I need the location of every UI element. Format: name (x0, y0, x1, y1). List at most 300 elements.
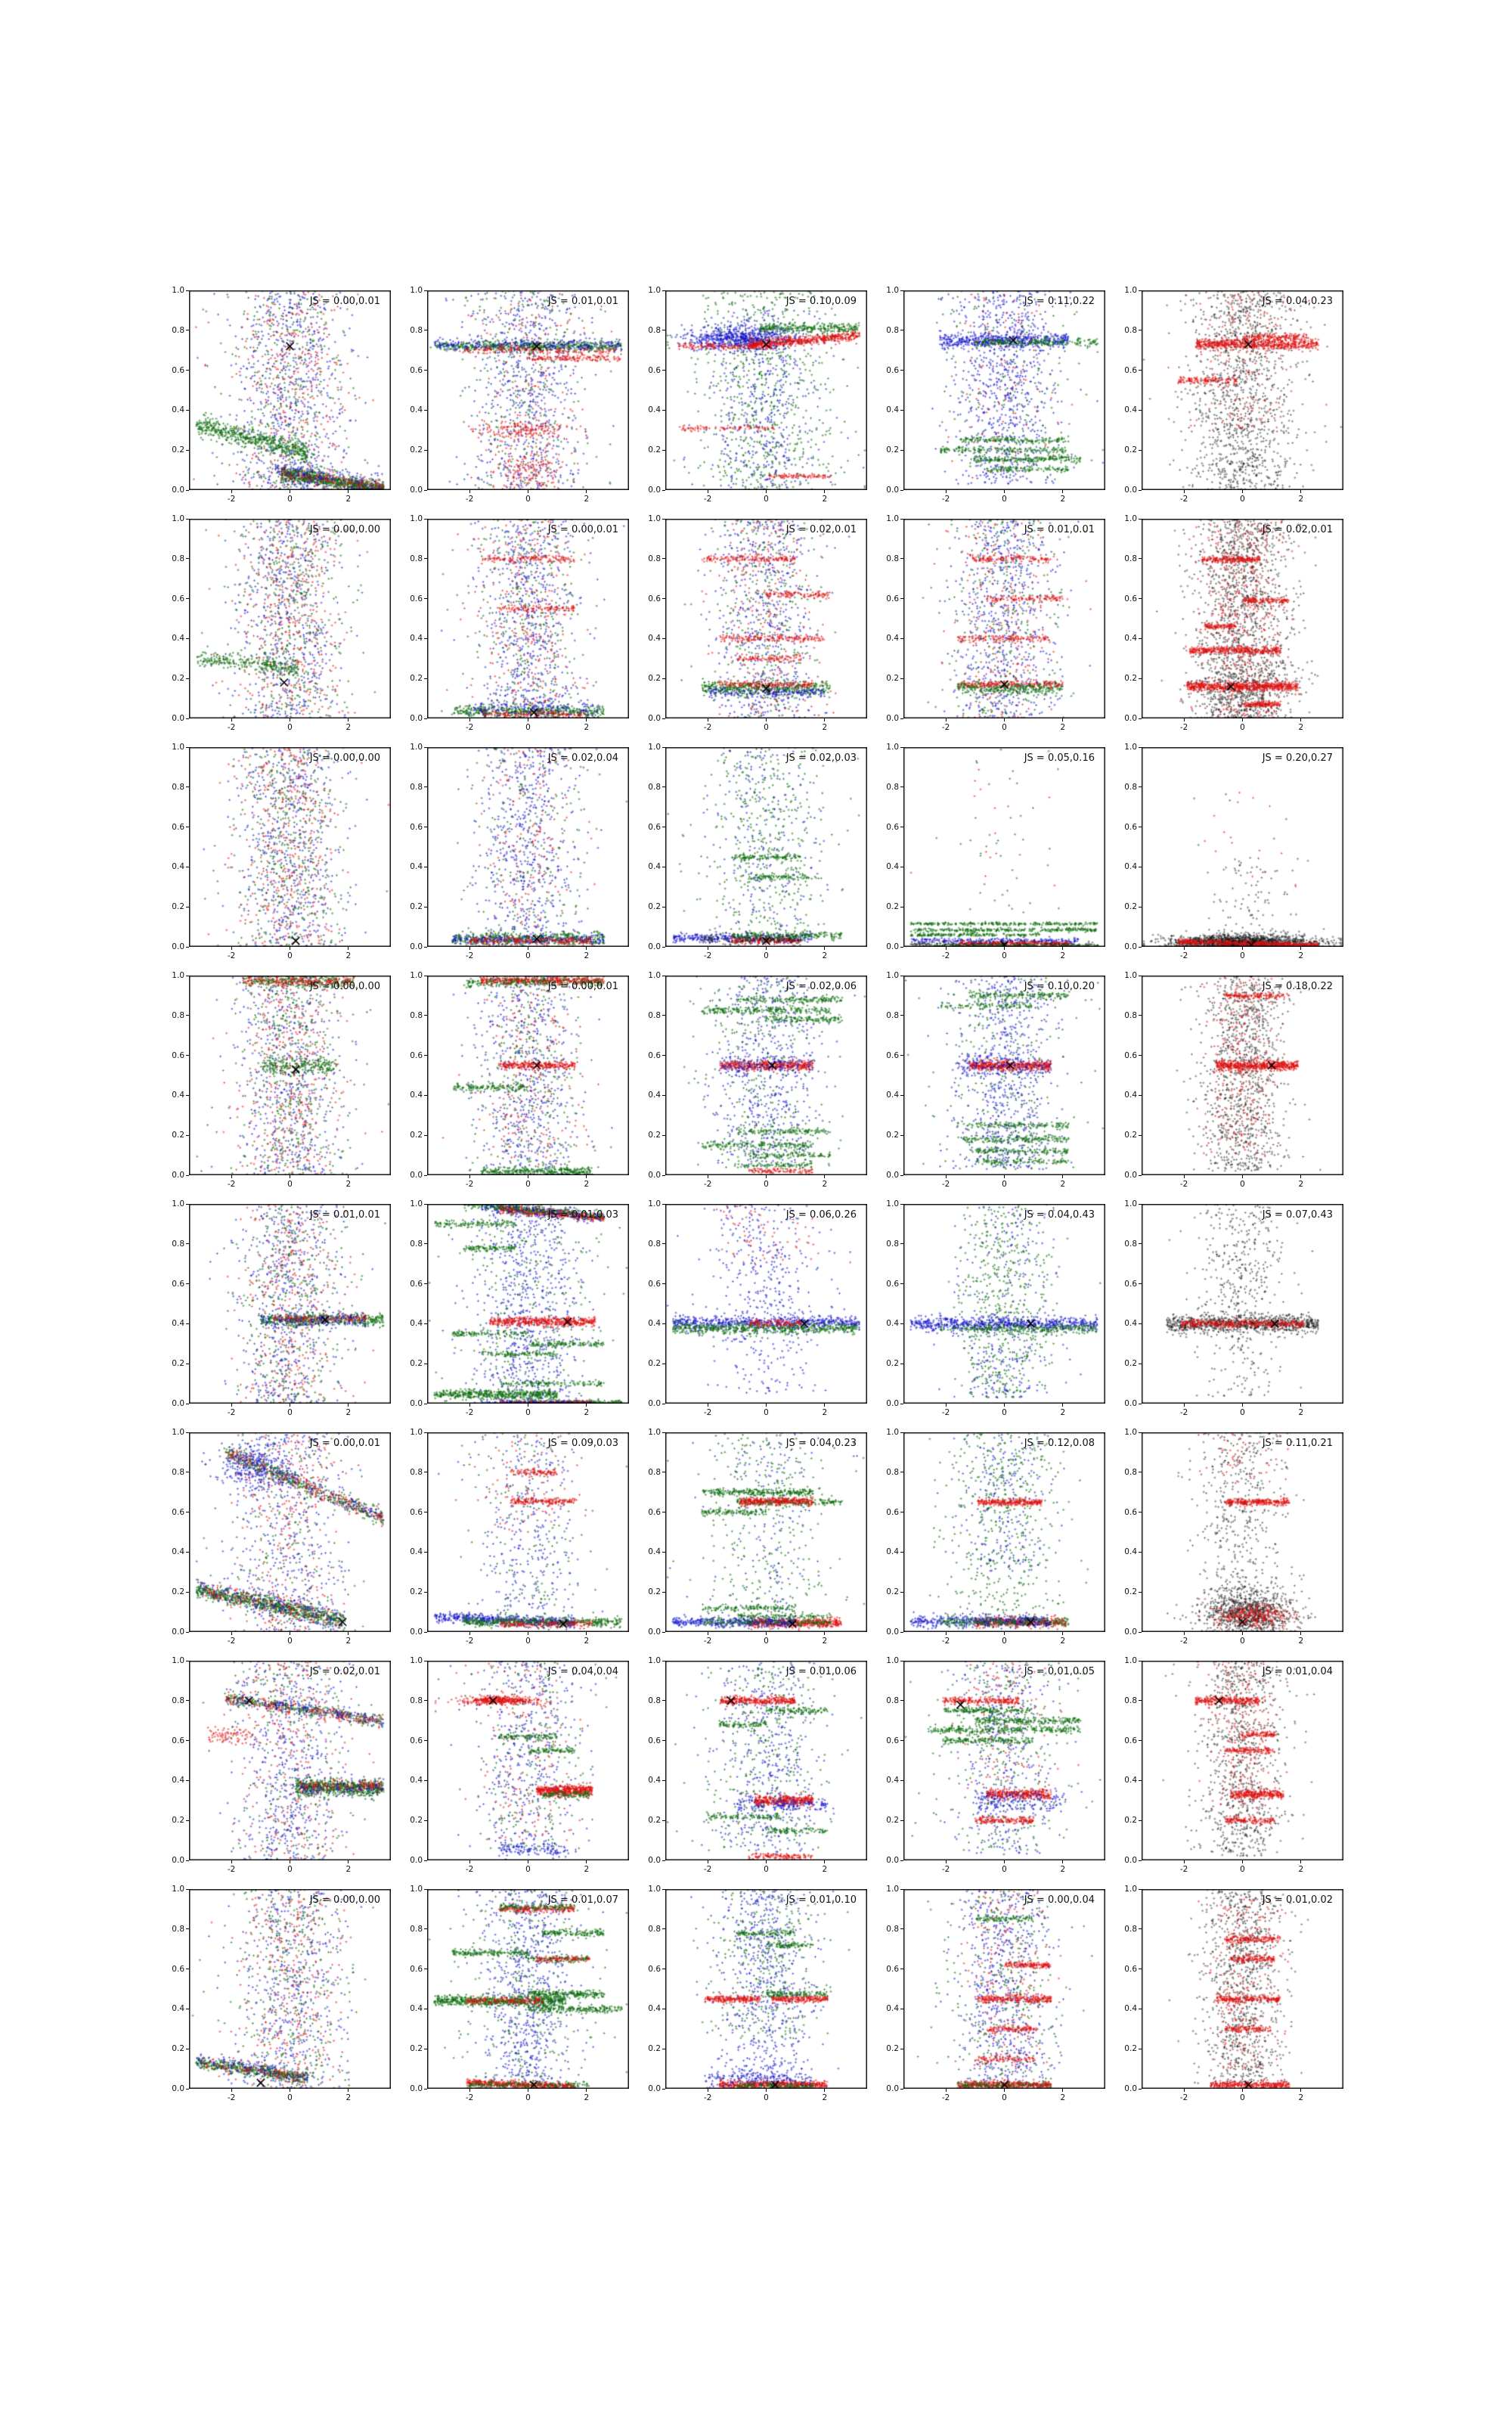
x-tick-mark (1184, 718, 1185, 721)
subplot-r0c2 (648, 286, 867, 504)
x-tick-label: -2 (703, 723, 712, 732)
y-tick-label: 0.8 (410, 1924, 423, 1934)
y-tick-label: 0.0 (410, 714, 423, 723)
y-tick-label: 0.0 (648, 1627, 661, 1637)
y-tick-mark (186, 678, 189, 679)
y-tick-label: 1.0 (410, 743, 423, 752)
y-tick-label: 0.4 (1124, 1547, 1137, 1557)
scatter-canvas (1142, 976, 1343, 1175)
y-tick-mark (662, 598, 665, 599)
y-tick-label: 1.0 (1124, 743, 1137, 752)
y-tick-mark (1139, 907, 1142, 908)
y-tick-mark (186, 1592, 189, 1593)
x-tick-label: 0 (287, 723, 293, 732)
y-tick-mark (424, 450, 427, 451)
y-tick-label: 1.0 (1124, 1656, 1137, 1665)
x-tick-label: 2 (1060, 951, 1066, 960)
scatter-canvas (427, 747, 629, 947)
x-tick-label: 2 (822, 951, 828, 960)
y-tick-label: 0.4 (1124, 862, 1137, 872)
scatter-canvas (189, 1889, 391, 2089)
y-tick-label: 0.0 (172, 1399, 184, 1408)
x-tick-label: 0 (764, 951, 769, 960)
y-tick-label: 0.8 (410, 325, 423, 335)
y-tick-label: 0.6 (1124, 1050, 1137, 1060)
y-tick-mark (424, 1592, 427, 1593)
x-tick-label: -2 (703, 1408, 712, 1417)
y-tick-mark (186, 1820, 189, 1821)
y-tick-mark (900, 1175, 903, 1176)
x-tick-label: 0 (525, 2093, 531, 2102)
subplot-r2c4 (1124, 743, 1343, 960)
y-tick-mark (186, 1175, 189, 1176)
y-tick-label: 0.0 (886, 714, 899, 723)
x-tick-mark (946, 2089, 947, 2092)
x-tick-label: 0 (287, 2093, 293, 2102)
y-tick-mark (424, 907, 427, 908)
y-tick-label: 0.8 (648, 1924, 661, 1934)
y-tick-mark (424, 747, 427, 748)
y-tick-mark (900, 598, 903, 599)
y-tick-mark (186, 410, 189, 411)
x-tick-label: -2 (465, 1408, 474, 1417)
js-annotation: JS = 0.00,0.00 (309, 752, 380, 764)
y-tick-mark (424, 1740, 427, 1741)
x-tick-label: 2 (822, 1180, 828, 1189)
x-tick-mark (348, 1632, 349, 1635)
js-annotation: JS = 0.20,0.27 (1262, 752, 1333, 764)
js-annotation: JS = 0.10,0.09 (785, 296, 857, 307)
x-tick-label: -2 (703, 1865, 712, 1874)
y-tick-label: 0.2 (648, 1131, 661, 1140)
subplot-r4c2 (648, 1199, 867, 1417)
y-tick-mark (1139, 678, 1142, 679)
x-tick-mark (824, 490, 825, 493)
y-tick-mark (662, 1552, 665, 1553)
y-tick-label: 1.0 (410, 1428, 423, 1437)
x-tick-label: 2 (1060, 723, 1066, 732)
y-tick-label: 0.2 (886, 2044, 899, 2054)
y-tick-label: 0.6 (886, 594, 899, 603)
x-tick-label: 0 (525, 1637, 531, 1646)
y-tick-mark (186, 1204, 189, 1205)
y-tick-mark (1139, 1055, 1142, 1056)
y-tick-label: 0.6 (886, 1964, 899, 1974)
scatter-canvas (665, 747, 867, 947)
y-tick-mark (424, 410, 427, 411)
y-tick-label: 0.2 (886, 1131, 899, 1140)
y-tick-mark (186, 1015, 189, 1016)
y-tick-label: 0.4 (1124, 634, 1137, 644)
y-tick-label: 0.6 (172, 365, 184, 375)
x-tick-label: -2 (465, 1637, 474, 1646)
y-tick-mark (186, 2089, 189, 2090)
x-tick-mark (946, 1404, 947, 1407)
y-tick-mark (900, 2089, 903, 2090)
x-tick-label: 0 (1240, 951, 1245, 960)
x-tick-label: -2 (227, 1637, 236, 1646)
x-tick-label: 0 (525, 1180, 531, 1189)
y-tick-mark (662, 558, 665, 559)
scatter-canvas (903, 976, 1105, 1175)
y-tick-label: 0.6 (648, 1964, 661, 1974)
js-annotation: JS = 0.07,0.43 (1262, 1209, 1333, 1221)
y-tick-mark (424, 1015, 427, 1016)
x-tick-mark (348, 2089, 349, 2092)
x-tick-mark (1242, 1175, 1243, 1178)
y-tick-mark (662, 1740, 665, 1741)
y-tick-mark (1139, 1889, 1142, 1890)
y-tick-mark (900, 786, 903, 787)
y-tick-label: 0.0 (1124, 942, 1137, 951)
y-tick-mark (662, 1432, 665, 1433)
y-tick-label: 0.8 (410, 1696, 423, 1705)
y-tick-label: 0.4 (886, 1319, 899, 1329)
js-annotation: JS = 0.01,0.03 (547, 1209, 618, 1221)
x-tick-mark (469, 1175, 470, 1178)
y-tick-label: 0.6 (410, 1964, 423, 1974)
y-tick-label: 0.0 (648, 714, 661, 723)
y-tick-mark (900, 1015, 903, 1016)
y-tick-label: 0.2 (172, 2044, 184, 2054)
x-tick-label: 0 (1002, 1865, 1007, 1874)
x-tick-label: 0 (1002, 723, 1007, 732)
x-tick-mark (1300, 947, 1301, 950)
y-tick-label: 0.4 (172, 1091, 184, 1100)
x-tick-mark (1062, 1404, 1063, 1407)
y-tick-mark (1139, 947, 1142, 948)
y-tick-label: 0.0 (1124, 486, 1137, 495)
y-tick-mark (186, 1740, 189, 1741)
x-tick-label: 2 (1298, 495, 1304, 504)
y-tick-mark (900, 1740, 903, 1741)
x-tick-mark (1242, 2089, 1243, 2092)
y-tick-mark (662, 1204, 665, 1205)
x-tick-mark (1300, 1404, 1301, 1407)
y-tick-label: 0.6 (172, 822, 184, 832)
y-tick-label: 0.8 (648, 782, 661, 792)
x-tick-label: 0 (1002, 1180, 1007, 1189)
x-tick-label: 0 (764, 495, 769, 504)
y-tick-label: 0.6 (1124, 365, 1137, 375)
y-tick-label: 0.4 (886, 405, 899, 415)
y-tick-mark (662, 290, 665, 291)
y-tick-label: 0.4 (1124, 1091, 1137, 1100)
y-tick-mark (424, 1820, 427, 1821)
y-tick-label: 0.2 (1124, 1587, 1137, 1597)
y-tick-label: 0.4 (172, 862, 184, 872)
y-tick-mark (1139, 638, 1142, 639)
y-tick-label: 0.4 (1124, 1319, 1137, 1329)
js-annotation: JS = 0.00,0.00 (309, 981, 380, 992)
x-tick-label: 0 (764, 1637, 769, 1646)
js-annotation: JS = 0.00,0.04 (1024, 1894, 1095, 1906)
y-tick-mark (1139, 1095, 1142, 1096)
y-tick-mark (424, 638, 427, 639)
y-tick-label: 0.0 (410, 1399, 423, 1408)
y-tick-label: 0.6 (410, 1736, 423, 1745)
y-tick-mark (662, 1820, 665, 1821)
x-tick-label: -2 (465, 1180, 474, 1189)
y-tick-label: 0.6 (648, 822, 661, 832)
y-tick-label: 0.8 (1124, 325, 1137, 335)
y-tick-mark (662, 1780, 665, 1781)
x-tick-mark (469, 1860, 470, 1863)
y-tick-label: 0.8 (410, 1467, 423, 1477)
scatter-canvas (903, 1204, 1105, 1404)
y-tick-label: 0.0 (172, 1856, 184, 1865)
y-tick-mark (900, 1135, 903, 1136)
x-tick-mark (824, 947, 825, 950)
y-tick-label: 0.4 (886, 1091, 899, 1100)
scatter-canvas (1142, 1204, 1343, 1404)
y-tick-label: 0.8 (648, 1010, 661, 1020)
y-tick-label: 0.4 (648, 1091, 661, 1100)
y-tick-mark (1139, 1283, 1142, 1284)
subplot-r6c4 (1124, 1656, 1343, 1874)
x-tick-mark (1242, 1860, 1243, 1863)
x-tick-mark (348, 1175, 349, 1178)
y-tick-mark (424, 1243, 427, 1244)
x-tick-mark (1184, 947, 1185, 950)
y-tick-mark (186, 718, 189, 719)
y-tick-mark (900, 1780, 903, 1781)
x-tick-mark (824, 1860, 825, 1863)
subplot-r3c3 (886, 971, 1105, 1189)
x-tick-mark (586, 1404, 587, 1407)
x-tick-label: 2 (584, 1865, 590, 1874)
y-tick-label: 0.8 (886, 1467, 899, 1477)
y-tick-label: 0.6 (1124, 822, 1137, 832)
y-tick-label: 0.2 (410, 902, 423, 912)
y-tick-label: 0.8 (172, 782, 184, 792)
scatter-canvas (665, 1661, 867, 1860)
y-tick-mark (186, 1323, 189, 1324)
y-tick-mark (186, 558, 189, 559)
y-tick-label: 0.4 (886, 862, 899, 872)
subplot-r1c1 (410, 514, 629, 732)
js-annotation: JS = 0.01,0.06 (785, 1666, 857, 1677)
y-tick-mark (424, 490, 427, 491)
x-tick-label: -2 (227, 1865, 236, 1874)
x-tick-label: -2 (1179, 1408, 1188, 1417)
x-tick-label: -2 (1179, 1180, 1188, 1189)
y-tick-label: 0.2 (410, 674, 423, 684)
y-tick-mark (186, 1055, 189, 1056)
scatter-canvas (1142, 1661, 1343, 1860)
x-tick-label: 2 (584, 723, 590, 732)
y-tick-label: 1.0 (1124, 286, 1137, 295)
y-tick-label: 0.2 (172, 445, 184, 455)
scatter-canvas (189, 1432, 391, 1632)
y-tick-label: 0.2 (886, 1587, 899, 1597)
x-tick-mark (586, 1175, 587, 1178)
js-annotation: JS = 0.01,0.05 (1024, 1666, 1095, 1677)
x-tick-label: 0 (1240, 1180, 1245, 1189)
x-tick-label: 2 (345, 1408, 352, 1417)
scatter-canvas (189, 747, 391, 947)
x-tick-label: 2 (1060, 2093, 1066, 2102)
y-tick-mark (900, 1820, 903, 1821)
y-tick-label: 0.4 (410, 2004, 423, 2014)
y-tick-mark (186, 490, 189, 491)
y-tick-mark (186, 1889, 189, 1890)
x-tick-label: 2 (822, 1637, 828, 1646)
x-tick-mark (348, 1404, 349, 1407)
y-tick-label: 0.0 (1124, 2084, 1137, 2093)
y-tick-mark (186, 747, 189, 748)
x-tick-label: 0 (764, 1865, 769, 1874)
scatter-canvas (189, 976, 391, 1175)
scatter-canvas (903, 1432, 1105, 1632)
y-tick-label: 0.4 (1124, 405, 1137, 415)
y-tick-label: 0.8 (172, 1924, 184, 1934)
y-tick-label: 1.0 (648, 743, 661, 752)
y-tick-label: 0.8 (886, 782, 899, 792)
x-tick-label: 2 (822, 1408, 828, 1417)
y-tick-label: 0.6 (172, 1279, 184, 1289)
y-tick-label: 0.6 (886, 1736, 899, 1745)
y-tick-mark (662, 490, 665, 491)
x-tick-label: 0 (525, 495, 531, 504)
y-tick-mark (900, 370, 903, 371)
x-tick-label: -2 (465, 2093, 474, 2102)
x-tick-label: 0 (287, 951, 293, 960)
y-tick-label: 0.2 (886, 1816, 899, 1826)
js-annotation: JS = 0.02,0.01 (309, 1666, 380, 1677)
x-tick-label: -2 (703, 1180, 712, 1189)
subplot-r4c0 (172, 1199, 391, 1417)
x-tick-mark (1184, 1175, 1185, 1178)
y-tick-mark (186, 1095, 189, 1096)
y-tick-label: 0.0 (410, 2084, 423, 2093)
y-tick-mark (662, 1632, 665, 1633)
x-tick-mark (1242, 718, 1243, 721)
y-tick-label: 0.8 (648, 325, 661, 335)
scatter-canvas (189, 290, 391, 490)
y-tick-mark (900, 1592, 903, 1593)
y-tick-label: 0.8 (410, 1239, 423, 1249)
x-tick-mark (1062, 1175, 1063, 1178)
y-tick-mark (662, 747, 665, 748)
y-tick-mark (1139, 598, 1142, 599)
y-tick-label: 0.2 (648, 2044, 661, 2054)
y-tick-label: 0.6 (648, 1736, 661, 1745)
subplot-r3c0 (172, 971, 391, 1189)
x-tick-mark (469, 718, 470, 721)
scatter-canvas (903, 1661, 1105, 1860)
y-tick-label: 0.2 (410, 1131, 423, 1140)
y-tick-mark (662, 1015, 665, 1016)
x-tick-label: 2 (1060, 1637, 1066, 1646)
x-tick-label: 2 (1060, 1408, 1066, 1417)
js-annotation: JS = 0.04,0.23 (785, 1438, 857, 1449)
y-tick-label: 0.2 (648, 674, 661, 684)
x-tick-label: 2 (584, 2093, 590, 2102)
y-tick-mark (662, 678, 665, 679)
y-tick-mark (900, 450, 903, 451)
x-tick-label: -2 (941, 495, 950, 504)
y-tick-mark (900, 1095, 903, 1096)
y-tick-mark (424, 947, 427, 948)
x-tick-label: 2 (345, 1637, 352, 1646)
y-tick-mark (186, 598, 189, 599)
y-tick-label: 0.0 (886, 1856, 899, 1865)
x-tick-mark (586, 490, 587, 493)
y-tick-label: 0.8 (1124, 1696, 1137, 1705)
y-tick-mark (186, 786, 189, 787)
y-tick-label: 0.0 (1124, 1171, 1137, 1180)
subplot-r0c1 (410, 286, 629, 504)
y-tick-label: 0.6 (648, 365, 661, 375)
y-tick-label: 0.0 (410, 1627, 423, 1637)
x-tick-mark (946, 718, 947, 721)
y-tick-label: 1.0 (1124, 514, 1137, 523)
x-tick-label: 0 (287, 1865, 293, 1874)
x-tick-label: 0 (764, 1180, 769, 1189)
x-tick-label: 2 (1298, 2093, 1304, 2102)
y-tick-mark (900, 410, 903, 411)
y-tick-label: 1.0 (886, 1885, 899, 1894)
y-tick-label: 0.6 (172, 1964, 184, 1974)
y-tick-mark (662, 1928, 665, 1929)
x-tick-label: 2 (584, 951, 590, 960)
y-tick-mark (1139, 370, 1142, 371)
y-tick-label: 0.6 (172, 1736, 184, 1745)
y-tick-label: 0.0 (648, 942, 661, 951)
x-tick-label: -2 (1179, 495, 1188, 504)
y-tick-mark (186, 947, 189, 948)
y-tick-label: 0.8 (886, 1924, 899, 1934)
js-annotation: JS = 0.04,0.04 (547, 1666, 618, 1677)
y-tick-mark (900, 1928, 903, 1929)
x-tick-label: 0 (287, 1408, 293, 1417)
x-tick-mark (348, 947, 349, 950)
y-tick-label: 0.0 (172, 714, 184, 723)
x-tick-mark (1300, 718, 1301, 721)
y-tick-label: 1.0 (172, 1656, 184, 1665)
y-tick-mark (662, 1283, 665, 1284)
x-tick-mark (766, 2089, 767, 2092)
x-tick-mark (1184, 490, 1185, 493)
x-tick-mark (231, 947, 232, 950)
y-tick-mark (900, 747, 903, 748)
y-tick-mark (662, 786, 665, 787)
x-tick-label: 2 (822, 2093, 828, 2102)
y-tick-mark (1139, 1135, 1142, 1136)
subplot-r2c0 (172, 743, 391, 960)
y-tick-label: 0.0 (172, 1627, 184, 1637)
y-tick-label: 0.8 (648, 1467, 661, 1477)
y-tick-mark (186, 1700, 189, 1701)
y-tick-mark (900, 1700, 903, 1701)
x-tick-mark (946, 1175, 947, 1178)
x-tick-mark (766, 718, 767, 721)
y-tick-mark (1139, 747, 1142, 748)
x-tick-mark (1242, 1404, 1243, 1407)
y-tick-label: 0.8 (886, 1010, 899, 1020)
y-tick-label: 0.2 (172, 1131, 184, 1140)
y-tick-label: 0.6 (172, 1050, 184, 1060)
y-tick-mark (1139, 1323, 1142, 1324)
subplot-r0c4 (1124, 286, 1343, 504)
y-tick-label: 0.4 (410, 405, 423, 415)
x-tick-label: -2 (227, 1408, 236, 1417)
y-tick-label: 0.4 (410, 1547, 423, 1557)
x-tick-label: 2 (1298, 951, 1304, 960)
js-annotation: JS = 0.01,0.10 (785, 1894, 857, 1906)
y-tick-mark (424, 1055, 427, 1056)
